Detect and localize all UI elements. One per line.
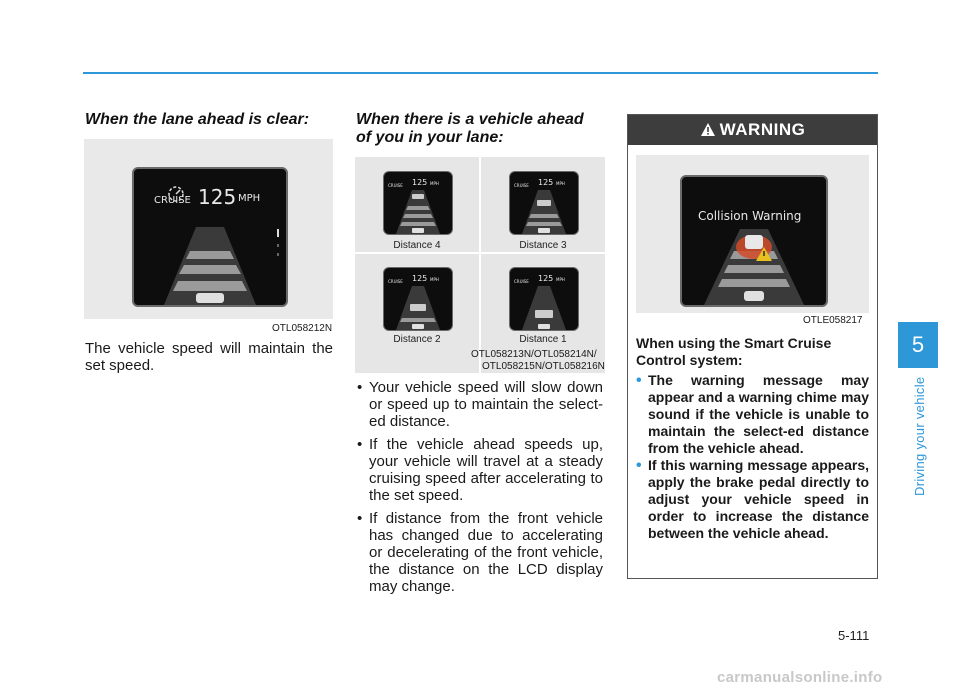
small-cruise-label: CRUISE — [388, 279, 403, 284]
small-speed-value: 125 — [412, 178, 428, 187]
chapter-tab: 5 — [898, 322, 938, 368]
figure-collision-warning — [636, 155, 869, 313]
collision-graphic — [682, 177, 826, 305]
warning-label: WARNING — [719, 120, 806, 139]
cluster-display — [132, 167, 288, 307]
list-item: • If this warning message appears, apply the brake pedal directly to adjust your vehicle speed in order to increase the distance between the vehicle ahead. — [636, 457, 869, 542]
figure-code-line2: OTL058215N/OTL058216N — [482, 361, 605, 372]
distance-label: Distance 2 — [393, 334, 441, 345]
small-speed-unit: MPH — [556, 181, 565, 186]
small-speed-unit: MPH — [556, 277, 565, 282]
list-item: • Your vehicle speed will slow down or speed up to maintain the select-ed distance. — [355, 379, 603, 430]
distance-label: Distance 3 — [519, 240, 567, 251]
warning-triangle-icon — [700, 122, 716, 137]
warning-header — [628, 115, 877, 145]
small-speed-value: 125 — [412, 274, 428, 283]
cruise-label: CRUISE — [154, 195, 191, 206]
small-display — [383, 171, 453, 235]
small-cruise-label: CRUISE — [514, 183, 529, 188]
small-speed-value: 125 — [538, 274, 554, 283]
watermark: carmanualsonline.info — [717, 669, 883, 686]
small-cruise-label: CRUISE — [388, 183, 403, 188]
small-speed-unit: MPH — [430, 277, 439, 282]
grid-divider-horizontal — [355, 252, 605, 254]
mid-bullet-list — [355, 379, 603, 601]
list-item: • The warning message may appear and a warning chime may sound if the vehicle is unable to maintain the select-ed distance from the vehicle ahead. — [636, 372, 869, 457]
list-item: • If distance from the front vehicle has changed due to accelerating or decelerating of the front vehicle, the distance on the LCD display may change. — [355, 510, 603, 595]
small-display — [383, 267, 453, 331]
left-body-text: The vehicle speed will maintain the set speed. — [85, 340, 333, 374]
mid-heading-line2: of you in your lane: — [356, 129, 504, 146]
mid-heading-line1: When there is a vehicle ahead — [356, 111, 584, 128]
figure-code: OTLE058217 — [803, 315, 863, 326]
distance-label: Distance 1 — [519, 334, 567, 345]
warning-title: When using the Smart Cruise Control system: — [636, 335, 832, 368]
figure-lane-clear — [84, 139, 333, 319]
list-item: • If the vehicle ahead speeds up, your vehicle will travel at a steady cruising speed after accelerating to the set speed. — [355, 436, 603, 504]
top-rule — [83, 72, 878, 74]
figure-code: OTL058212N — [272, 323, 333, 334]
small-display — [509, 267, 579, 331]
speed-value: 125 — [198, 185, 237, 209]
speed-unit: MPH — [238, 193, 261, 204]
distance-label: Distance 4 — [393, 240, 441, 251]
chapter-label-text: Driving your vehicle — [912, 376, 927, 496]
small-display — [509, 171, 579, 235]
collision-display — [680, 175, 828, 307]
warning-box — [627, 114, 878, 579]
collision-warning-text: Collision Warning — [698, 209, 802, 223]
small-speed-unit: MPH — [430, 181, 439, 186]
figure-code-line1: OTL058213N/OTL058214N/ — [471, 349, 597, 360]
chapter-label — [912, 376, 927, 516]
warning-list — [636, 372, 869, 542]
grid-divider-vertical — [479, 157, 481, 373]
page-number: 5-111 — [838, 628, 870, 643]
left-heading: When the lane ahead is clear: — [85, 111, 310, 128]
small-cruise-label: CRUISE — [514, 279, 529, 284]
small-speed-value: 125 — [538, 178, 554, 187]
distance-figure-grid — [355, 157, 605, 373]
